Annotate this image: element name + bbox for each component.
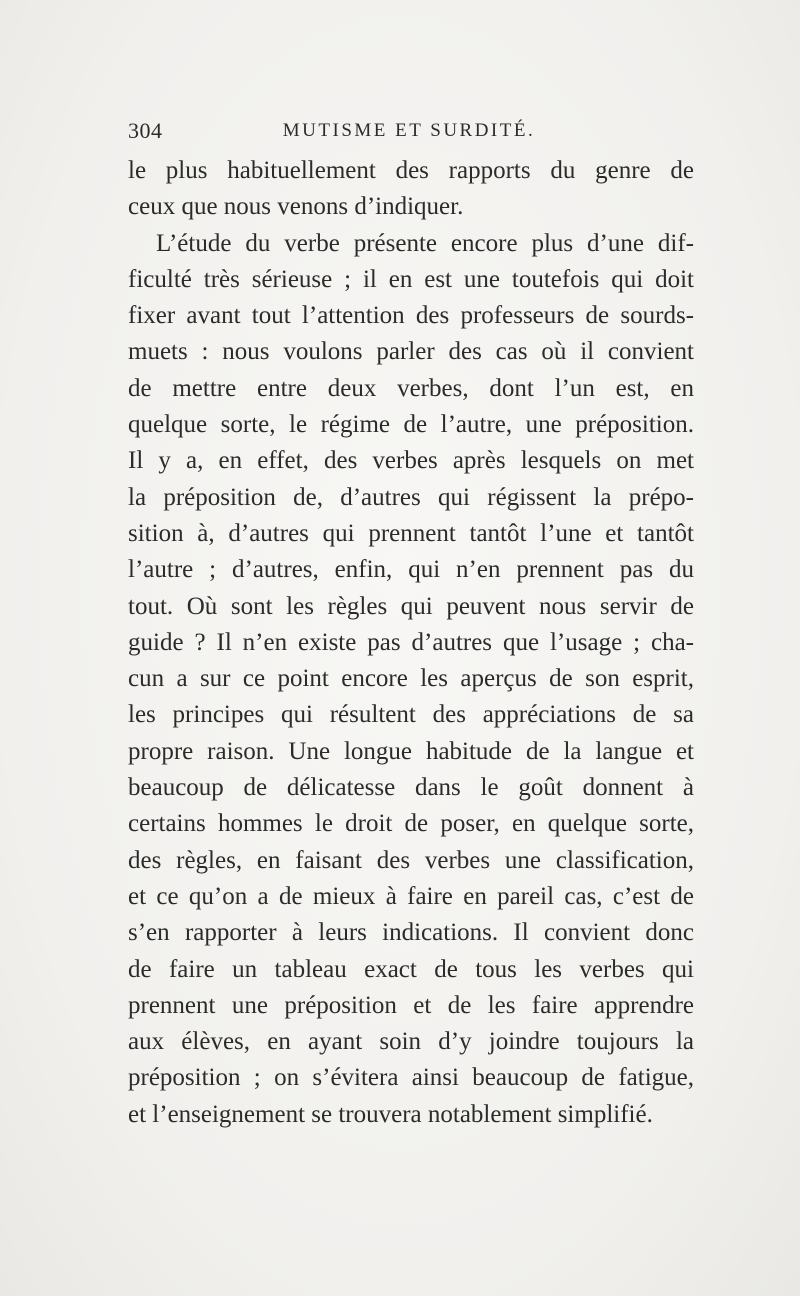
text-line: les principes qui résultent des appréciations de sa: [128, 701, 694, 729]
text-line: des règles, en faisant des verbes une classification,: [128, 846, 694, 874]
text-line: de faire un tableau exact de tous les verbes qui: [128, 955, 694, 983]
page-number: 304: [128, 118, 163, 143]
body-text: [128, 153, 694, 1133]
text-line: certains hommes le droit de poser, en quelque sorte,: [128, 810, 694, 838]
text-line: de mettre entre deux verbes, dont l’un est, en: [128, 374, 694, 402]
text-line: muets : nous voulons parler des cas où il convient: [128, 338, 694, 366]
text-line: propre raison. Une longue habitude de la langue et: [128, 737, 694, 765]
text-line: la préposition de, d’autres qui régissent la prépo-: [128, 483, 694, 511]
text-line: le plus habituellement des rapports du genre de: [128, 157, 694, 184]
text-line: ceux que nous venons d’indiquer.: [128, 193, 464, 221]
text-line: beaucoup de délicatesse dans le goût donnent à: [128, 774, 694, 802]
text-line: quelque sorte, le régime de l’autre, une préposition.: [128, 411, 694, 439]
text-line: prennent une préposition et de les faire apprendre: [128, 991, 694, 1019]
text-line: L’étude du verbe présente encore plus d’une dif-: [156, 229, 694, 257]
text-line: et l’enseignement se trouvera notablement simplifié.: [128, 1100, 653, 1128]
running-head: MUTISME ET SURDITÉ.: [282, 120, 536, 141]
text-line: préposition ; on s’évitera ainsi beaucoup de fatigue,: [128, 1064, 694, 1092]
text-line: et ce qu’on a de mieux à faire en pareil cas, c’est de: [128, 882, 694, 910]
text-line: tout. Où sont les règles qui peuvent nous servir de: [128, 592, 694, 620]
text-line: l’autre ; d’autres, enfin, qui n’en prennent pas du: [128, 556, 694, 584]
text-line: guide ? Il n’en existe pas d’autres que l’usage ; cha-: [128, 628, 694, 656]
text-line: ficulté très sérieuse ; il en est une toutefois qui doit: [128, 265, 694, 293]
page-header: [128, 118, 690, 148]
text-line: Il y a, en effet, des verbes après lesquels on met: [128, 447, 694, 475]
text-line: fixer avant tout l’attention des professeurs de sourds-: [128, 302, 694, 330]
text-line: sition à, d’autres qui prennent tantôt l’une et tantôt: [128, 519, 694, 547]
text-line: cun a sur ce point encore les aperçus de son esprit,: [128, 665, 694, 693]
text-line: aux élèves, en ayant soin d’y joindre toujours la: [128, 1028, 694, 1056]
text-line: s’en rapporter à leurs indications. Il convient donc: [128, 919, 694, 947]
